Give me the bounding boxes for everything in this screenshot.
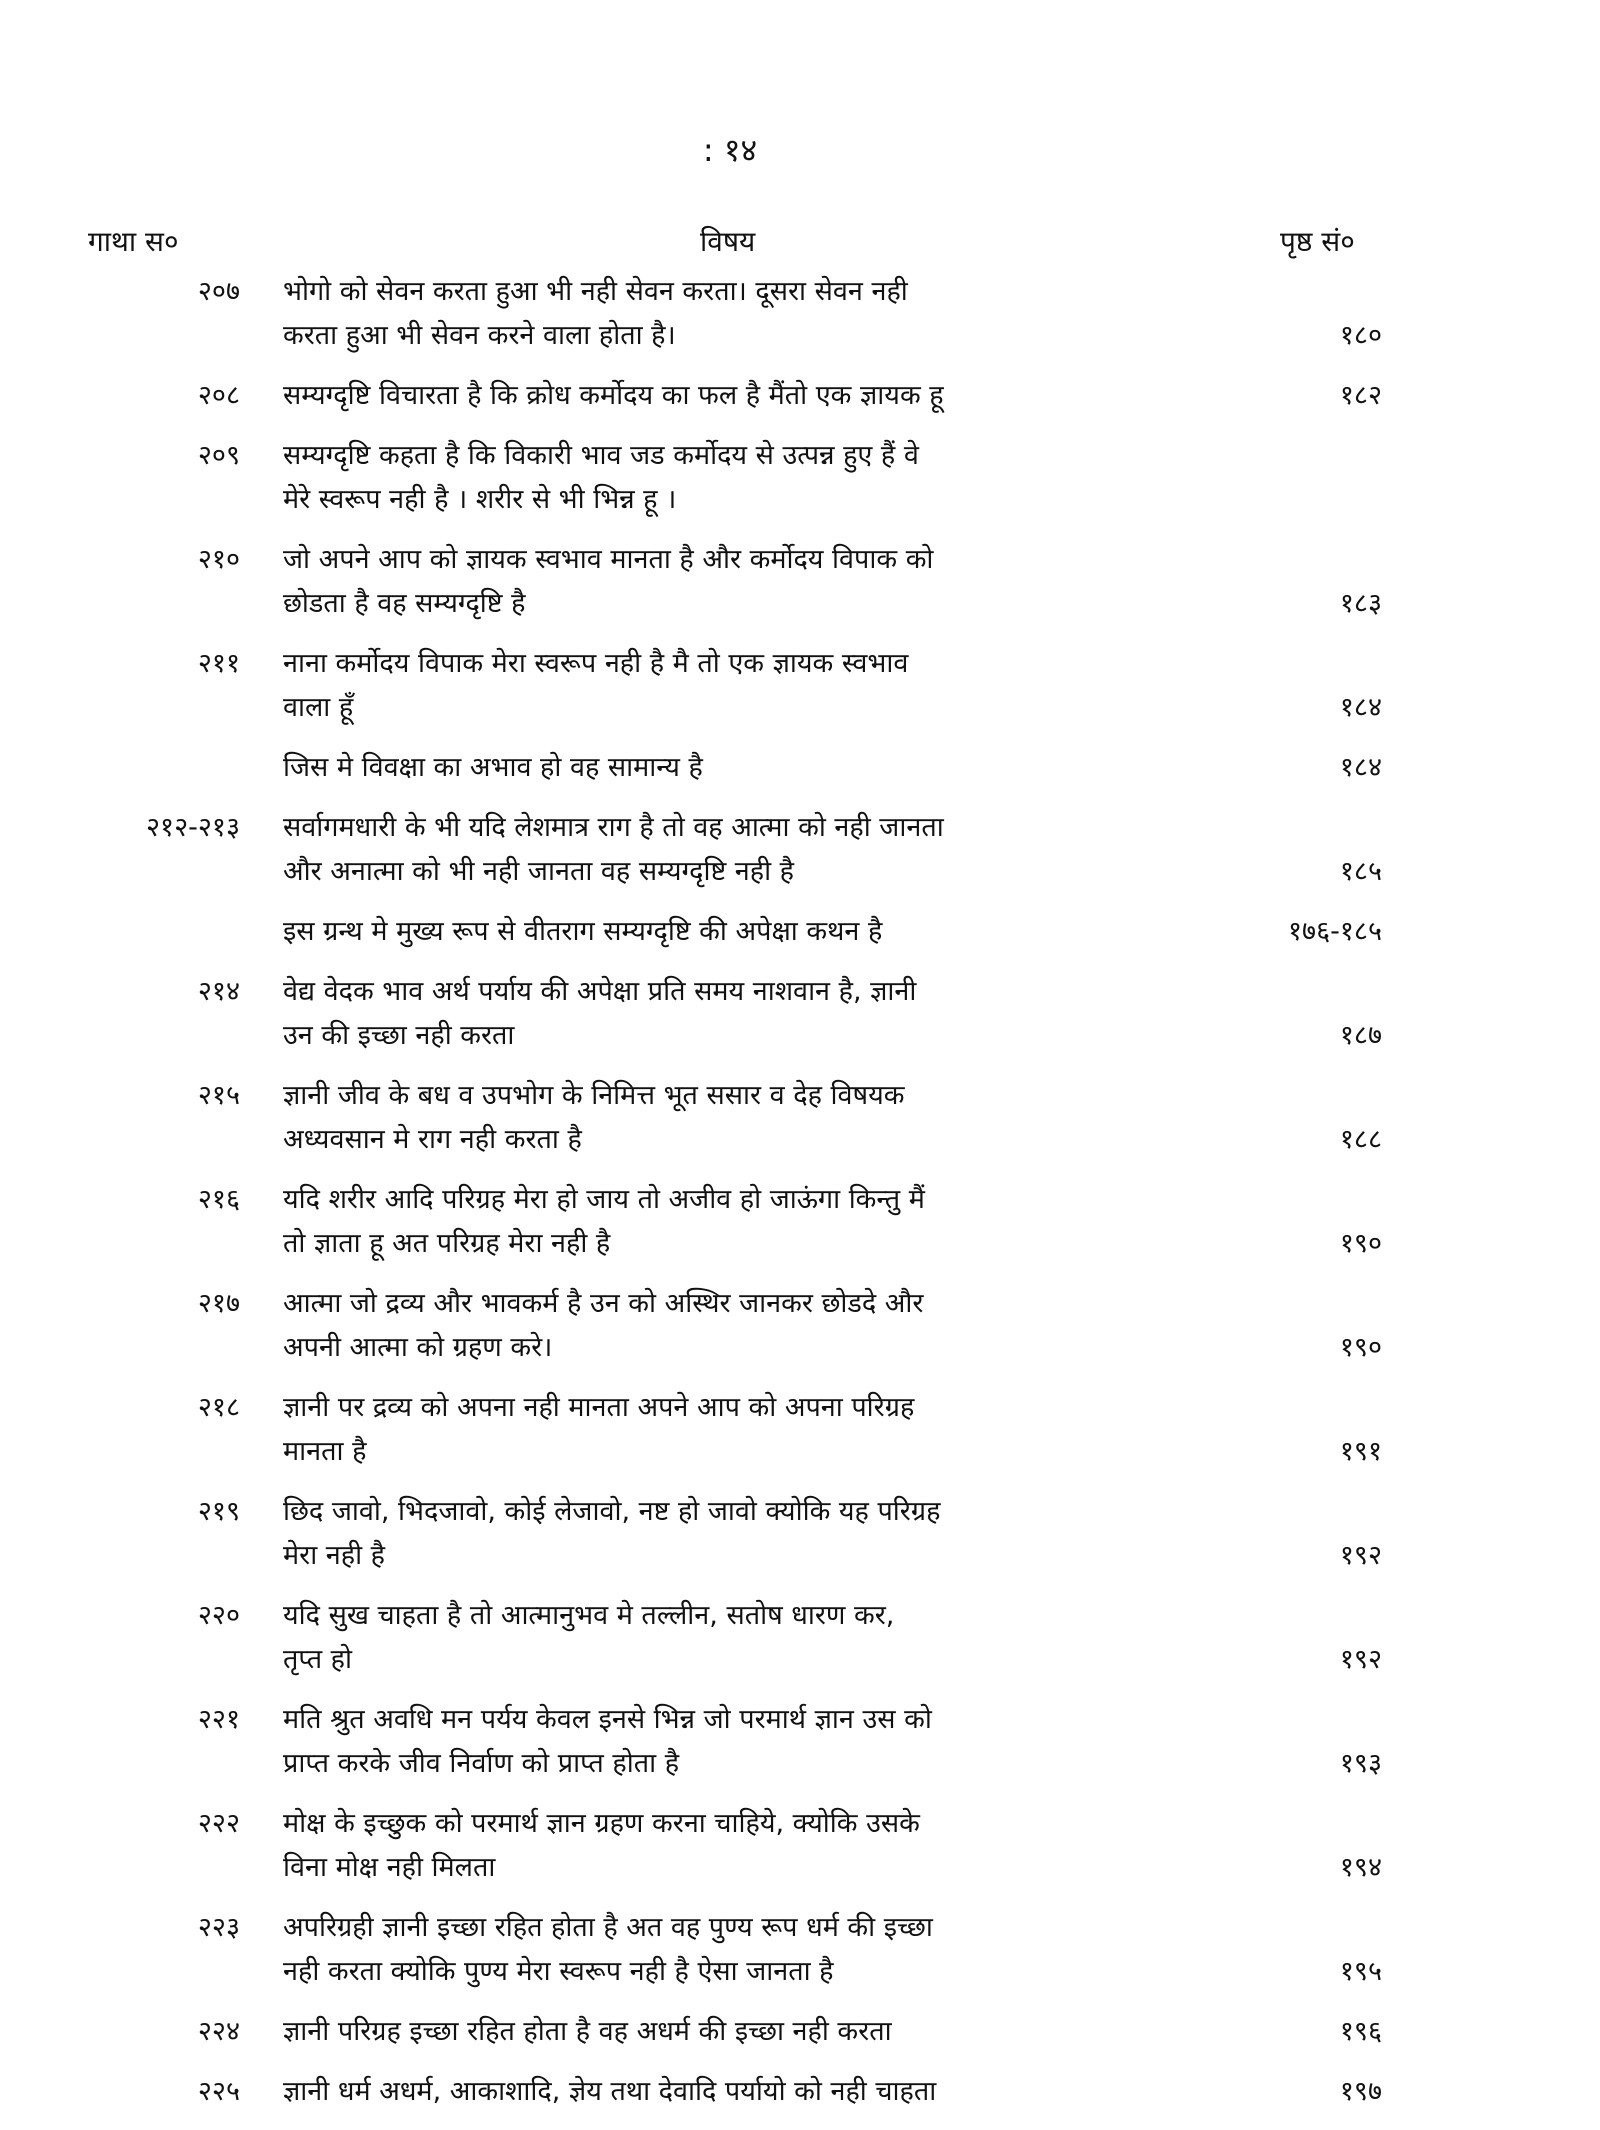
entry-line: [0, 1698, 1600, 1742]
entry-line: [0, 746, 1600, 790]
contents-entry: [0, 538, 1600, 626]
entry-line: [0, 478, 1600, 522]
entry-text: और अनात्मा को भी नही जानता वह सम्यग्दृष्टि नही है: [283, 856, 795, 887]
entry-line: [0, 374, 1600, 418]
entry-text: विना मोक्ष नही मिलता: [283, 1852, 496, 1883]
gatha-number: २१५: [197, 1080, 240, 1111]
entry-text: अध्यवसान मे राग नही करता है: [283, 1124, 582, 1155]
entry-line: [0, 1014, 1600, 1058]
page-ref: १८७: [1339, 1020, 1382, 1051]
gatha-number: २२०: [197, 1600, 240, 1631]
page-ref: १८५: [1339, 856, 1382, 887]
entry-text: प्राप्त करके जीव निर्वाण को प्राप्त होता है: [283, 1748, 680, 1779]
entry-line: [0, 850, 1600, 894]
entry-line: [0, 1594, 1600, 1638]
entry-text: तो ज्ञाता हू अत परिग्रह मेरा नही है: [283, 1228, 611, 1259]
entry-line: [0, 686, 1600, 730]
page-ref: १८२: [1339, 380, 1382, 411]
entry-line: [0, 910, 1600, 954]
entry-line: [0, 1282, 1600, 1326]
page-ref: १८४: [1339, 692, 1382, 723]
entry-text: वेद्य वेदक भाव अर्थ पर्याय की अपेक्षा प्रति समय नाशवान है, ज्ञानी: [283, 976, 917, 1007]
entry-text: जिस मे विवक्षा का अभाव हो वह सामान्य है: [283, 752, 703, 783]
entry-text: सम्यग्दृष्टि विचारता है कि क्रोध कर्मोदय का फल है मैंतो एक ज्ञायक हू: [283, 380, 944, 411]
entry-line: [0, 2010, 1600, 2054]
entry-text: छिद जावो, भिदजावो, कोई लेजावो, नष्ट हो जावो क्योकि यह परिग्रह: [283, 1496, 941, 1527]
page-ref: १८४: [1339, 752, 1382, 783]
entry-line: [0, 314, 1600, 358]
page-ref: १९७: [1339, 2076, 1382, 2107]
entry-line: [0, 1430, 1600, 1474]
entry-text: अपनी आत्मा को ग्रहण करे।: [283, 1332, 553, 1363]
entry-text: ज्ञानी धर्म अधर्म, आकाशादि, ज्ञेय तथा देवादि पर्यायो को नही चाहता: [283, 2076, 937, 2107]
entry-text: सर्वागमधारी के भी यदि लेशमात्र राग है तो वह आत्मा को नही जानता: [283, 812, 944, 843]
page-ref: १९२: [1339, 1644, 1382, 1675]
column-header: [0, 222, 1600, 266]
entry-text: मति श्रुत अवधि मन पर्यय केवल इनसे भिन्न जो परमार्थ ज्ञान उस को: [283, 1704, 932, 1735]
contents-entry: [0, 1074, 1600, 1162]
entry-text: वाला हूँ: [283, 692, 354, 723]
contents-entry: [0, 910, 1600, 954]
entry-text: नही करता क्योकि पुण्य मेरा स्वरूप नही है ऐसा जानता है: [283, 1956, 834, 1987]
entry-text: यदि सुख चाहता है तो आत्मानुभव मे तल्लीन, सतोष धारण कर,: [283, 1600, 895, 1631]
contents-entry: [0, 970, 1600, 1058]
entry-line: [0, 1178, 1600, 1222]
entry-text: इस ग्रन्थ मे मुख्य रूप से वीतराग सम्यग्दृष्टि की अपेक्षा कथन है: [283, 916, 883, 947]
entry-line: [0, 582, 1600, 626]
entry-text: ज्ञानी परिग्रह इच्छा रहित होता है वह अधर्म की इच्छा नही करता: [283, 2016, 892, 2047]
page-ref: १९१: [1339, 1436, 1382, 1467]
entry-line: [0, 538, 1600, 582]
entry-text: ज्ञानी पर द्रव्य को अपना नही मानता अपने आप को अपना परिग्रह: [283, 1392, 915, 1423]
page-ref: १८८: [1339, 1124, 1382, 1155]
entry-line: [0, 642, 1600, 686]
entry-line: [0, 1118, 1600, 1162]
entry-text: तृप्त हो: [283, 1644, 353, 1675]
entry-line: [0, 2070, 1600, 2114]
gatha-number: २०७: [197, 276, 240, 307]
page-ref: १९०: [1339, 1332, 1382, 1363]
entry-text: नाना कर्मोदय विपाक मेरा स्वरूप नही है मै तो एक ज्ञायक स्वभाव: [283, 648, 909, 679]
gatha-number: २१७: [197, 1288, 240, 1319]
page-ref: १९०: [1339, 1228, 1382, 1259]
gatha-number: २१६: [197, 1184, 240, 1215]
entry-text: अपरिग्रही ज्ञानी इच्छा रहित होता है अत वह पुण्य रूप धर्म की इच्छा: [283, 1912, 933, 1943]
entry-line: [0, 1534, 1600, 1578]
page-ref: १८३: [1339, 588, 1382, 619]
entry-text: यदि शरीर आदि परिग्रह मेरा हो जाय तो अजीव हो जाऊंगा किन्तु मैं: [283, 1184, 925, 1215]
entry-line: [0, 1326, 1600, 1370]
entry-line: [0, 1742, 1600, 1786]
gatha-number: २२२: [197, 1808, 240, 1839]
contents-entry: [0, 1906, 1600, 1994]
contents-entry: [0, 374, 1600, 418]
contents-entry: [0, 2010, 1600, 2054]
contents-entry: [0, 1178, 1600, 1266]
entry-text: सम्यग्दृष्टि कहता है कि विकारी भाव जड कर्मोदय से उत्पन्न हुए हैं वे: [283, 440, 919, 471]
contents-entry: [0, 434, 1600, 522]
gatha-number: २१२-२१३: [146, 812, 240, 843]
entry-text: मोक्ष के इच्छुक को परमार्थ ज्ञान ग्रहण करना चाहिये, क्योकि उसके: [283, 1808, 920, 1839]
entry-text: आत्मा जो द्रव्य और भावकर्म है उन को अस्थिर जानकर छोडदे और: [283, 1288, 924, 1319]
page-ref: १९५: [1339, 1956, 1382, 1987]
header-subject: विषय: [700, 225, 756, 258]
entry-line: [0, 434, 1600, 478]
header-gatha-number: गाथा स०: [88, 225, 179, 258]
contents-entry: [0, 2070, 1600, 2114]
entry-line: [0, 1846, 1600, 1890]
entry-line: [0, 1638, 1600, 1682]
entry-line: [0, 806, 1600, 850]
gatha-number: २०९: [197, 440, 240, 471]
header-page-number: पृष्ठ सं०: [1280, 225, 1355, 258]
contents-entry: [0, 1698, 1600, 1786]
page-ref: १९४: [1339, 1852, 1382, 1883]
contents-entry: [0, 1802, 1600, 1890]
entry-line: [0, 1074, 1600, 1118]
entry-text: जो अपने आप को ज्ञायक स्वभाव मानता है और कर्मोदय विपाक को: [283, 544, 934, 575]
contents-entry: [0, 1282, 1600, 1370]
contents-entry: [0, 1594, 1600, 1682]
entry-line: [0, 270, 1600, 314]
page-number: : १४: [702, 131, 758, 169]
page-ref: १९२: [1339, 1540, 1382, 1571]
gatha-number: २०८: [197, 380, 240, 411]
gatha-number: २२३: [197, 1912, 240, 1943]
gatha-number: २१९: [197, 1496, 240, 1527]
contents-list: [0, 270, 1600, 2130]
contents-entry: [0, 1386, 1600, 1474]
entry-text: मानता है: [283, 1436, 367, 1467]
entry-line: [0, 1906, 1600, 1950]
entry-line: [0, 1950, 1600, 1994]
page-ref: १७६-१८५: [1288, 916, 1382, 947]
contents-entry: [0, 806, 1600, 894]
gatha-number: २१४: [197, 976, 240, 1007]
entry-text: ज्ञानी जीव के बध व उपभोग के निमित्त भूत ससार व देह विषयक: [283, 1080, 905, 1111]
entry-text: मेरे स्वरूप नही है । शरीर से भी भिन्न हू ।: [283, 484, 677, 515]
entry-line: [0, 1222, 1600, 1266]
entry-text: छोडता है वह सम्यग्दृष्टि है: [283, 588, 526, 619]
entry-text: भोगो को सेवन करता हुआ भी नही सेवन करता। दूसरा सेवन नही: [283, 276, 908, 307]
entry-line: [0, 1386, 1600, 1430]
entry-text: उन की इच्छा नही करता: [283, 1020, 515, 1051]
gatha-number: २२४: [197, 2016, 240, 2047]
contents-entry: [0, 642, 1600, 730]
page-ref: १९६: [1339, 2016, 1382, 2047]
gatha-number: २२५: [197, 2076, 240, 2107]
page-ref: १९३: [1339, 1748, 1382, 1779]
entry-line: [0, 1490, 1600, 1534]
gatha-number: २२१: [197, 1704, 240, 1735]
entry-line: [0, 1802, 1600, 1846]
page-ref: १८०: [1339, 320, 1382, 351]
entry-text: मेरा नही है: [283, 1540, 385, 1571]
gatha-number: २१०: [197, 544, 240, 575]
entry-text: करता हुआ भी सेवन करने वाला होता है।: [283, 320, 676, 351]
entry-line: [0, 970, 1600, 1014]
gatha-number: २१८: [197, 1392, 240, 1423]
contents-entry: [0, 1490, 1600, 1578]
contents-entry: [0, 270, 1600, 358]
contents-entry: [0, 746, 1600, 790]
gatha-number: २११: [197, 648, 240, 679]
